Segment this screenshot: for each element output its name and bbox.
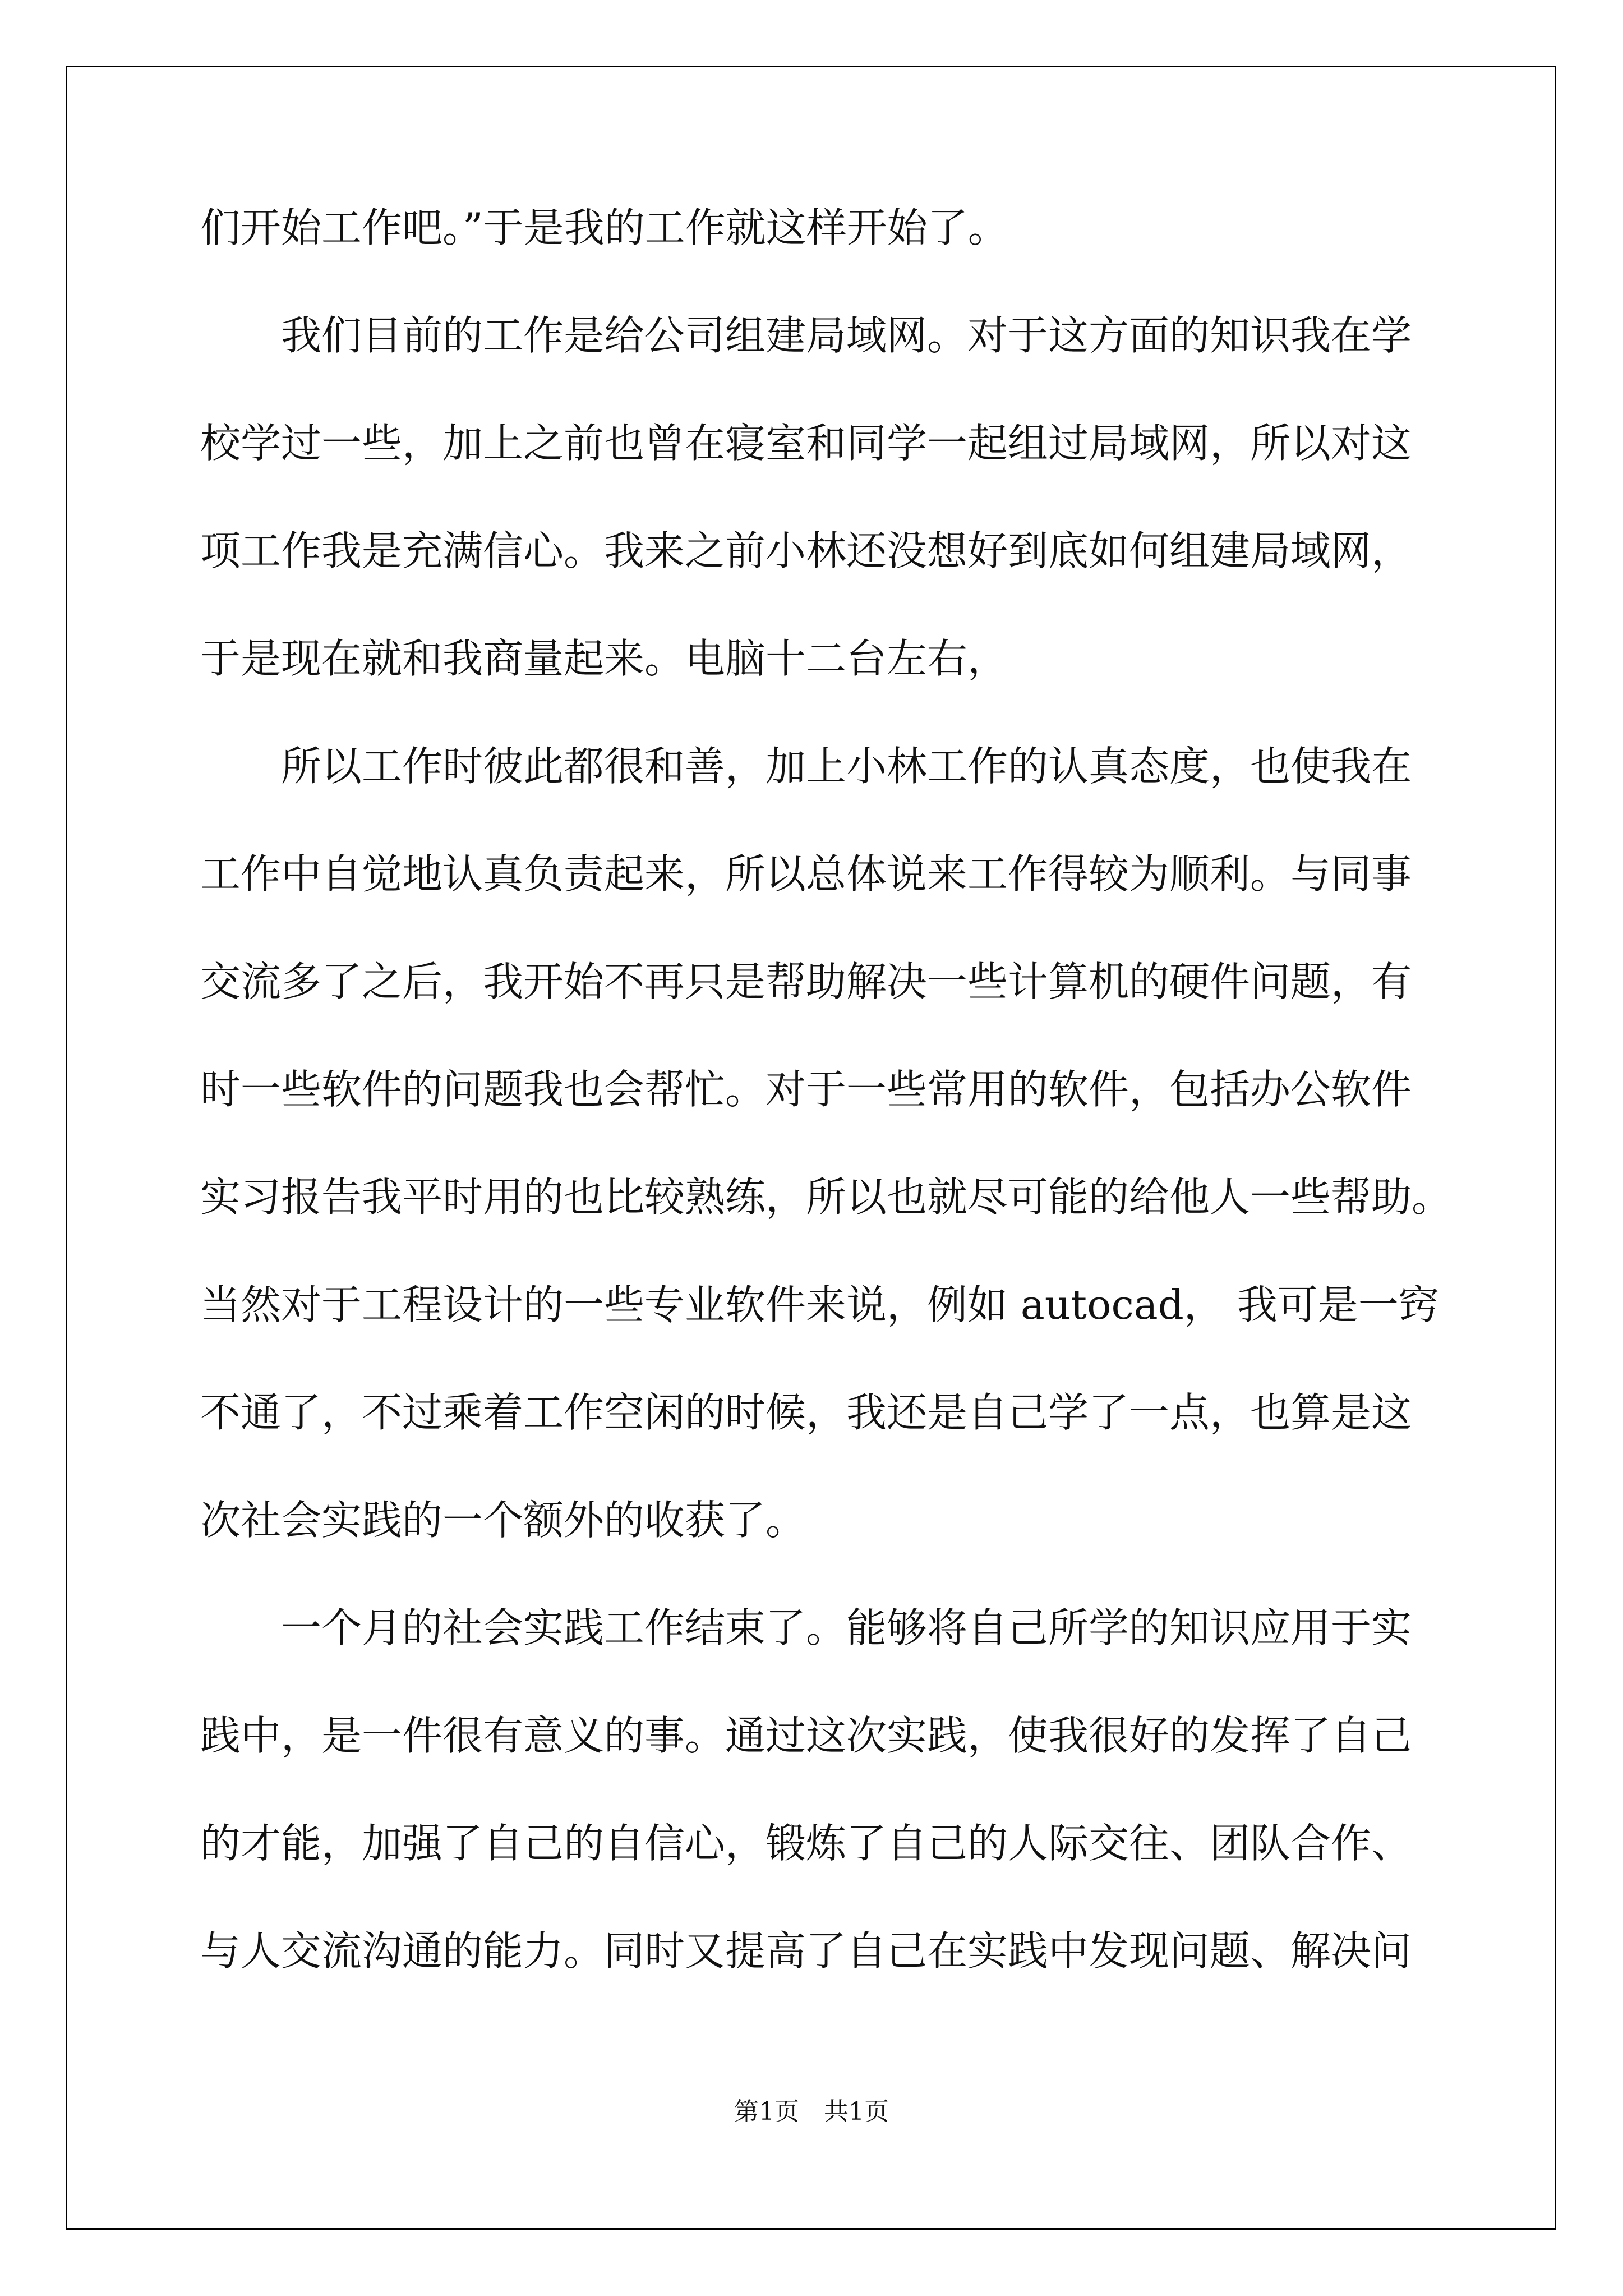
text-line-1: 们开始工作吧。”于是我的工作就这样开始了。 — [200, 204, 1008, 251]
text-line-16: 的才能，加强了自己的自信心，锻炼了自己的人际交往、团队合作、 — [200, 1820, 1412, 1867]
page-number-footer: 第1页 共1页 — [734, 2097, 889, 2126]
text-line-8: 交流多了之后，我开始不再只是帮助解决一些计算机的硬件问题，有 — [200, 958, 1412, 1005]
text-line-7: 工作中自觉地认真负责起来，所以总体说来工作得较为顺利。与同事 — [200, 850, 1412, 898]
text-line-11: 当然对于工程设计的一些专业软件来说，例如 autocad， 我可是一窍 — [200, 1281, 1439, 1328]
text-line-2: 我们目前的工作是给公司组建局域网。对于这方面的知识我在学 — [200, 312, 1412, 359]
text-line-3: 校学过一些，加上之前也曾在寝室和同学一起组过局域网，所以对这 — [200, 420, 1412, 467]
text-line-4: 项工作我是充满信心。我来之前小林还没想好到底如何组建局域网， — [200, 527, 1412, 574]
text-line-14: 一个月的社会实践工作结束了。能够将自己所学的知识应用于实 — [200, 1604, 1412, 1651]
text-line-10: 实习报告我平时用的也比较熟练，所以也就尽可能的给他人一些帮助。 — [200, 1174, 1453, 1221]
text-line-6: 所以工作时彼此都很和善，加上小林工作的认真态度，也使我在 — [200, 743, 1412, 790]
text-line-13: 次社会实践的一个额外的收获了。 — [200, 1497, 806, 1544]
text-line-12: 不通了，不过乘着工作空闲的时候，我还是自己学了一点，也算是这 — [200, 1389, 1412, 1436]
document-body — [200, 174, 1453, 2005]
text-line-15: 践中，是一件很有意义的事。通过这次实践，使我很好的发挥了自己 — [200, 1712, 1412, 1759]
text-line-5: 于是现在就和我商量起来。电脑十二台左右， — [200, 635, 1008, 682]
text-line-17: 与人交流沟通的能力。同时又提高了自己在实践中发现问题、解决问 — [200, 1927, 1412, 1975]
text-line-9: 时一些软件的问题我也会帮忙。对于一些常用的软件，包括办公软件 — [200, 1066, 1412, 1113]
